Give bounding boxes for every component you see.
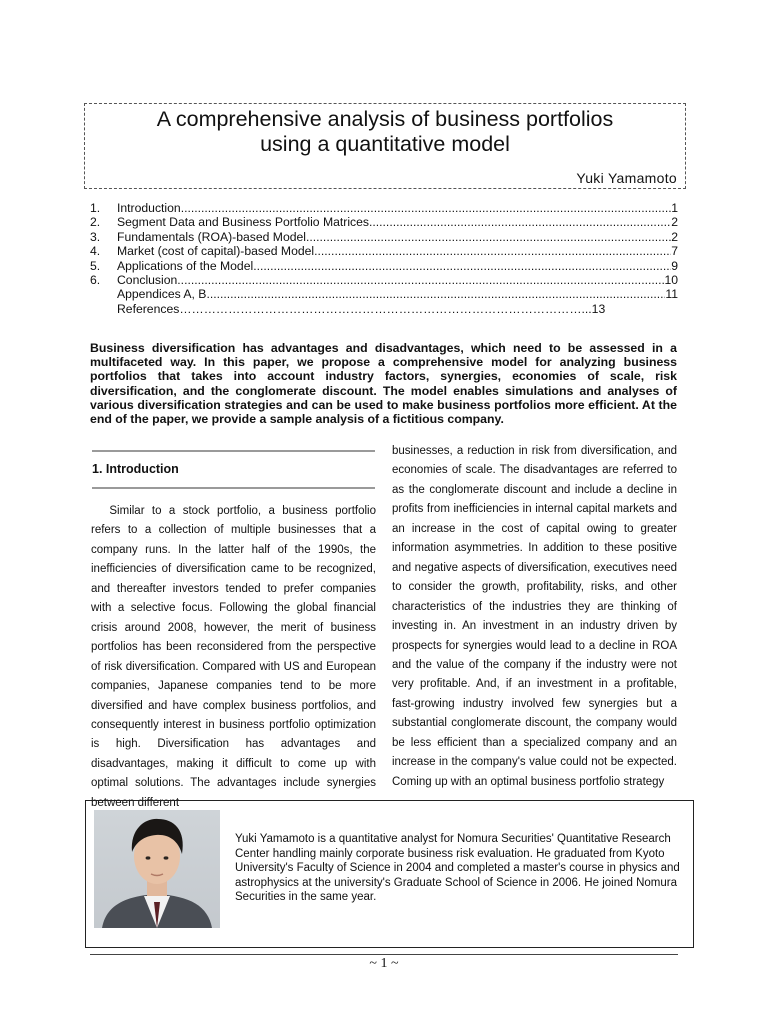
- section-heading: 1. Introduction: [92, 462, 179, 476]
- toc-entry[interactable]: Appendices A, B ..... 11: [90, 287, 678, 301]
- toc-entry[interactable]: 4. Market (cost of capital)-based Model ..... 7: [90, 244, 678, 258]
- section-rule-top: [92, 450, 375, 452]
- toc-entry[interactable]: 5. Applications of the Model ..... 9: [90, 259, 678, 273]
- table-of-contents: [90, 201, 678, 316]
- author-bio-box: [85, 800, 694, 948]
- body-text-right-column: businesses, a reduction in risk from diversification, and economies of scale. The disadvantages are referred to as the conglomerate discount and include a decline in profits from inefficiencies in internal capital markets and an increase in the cost of capital owing to greater information asymmetries. In addition to these positive and negative aspects of diversification, executives need to consider the growth, profitability, risks, and other characteristics of the industries they are thinking of investing in. An investment in an industry driven by prospects for synergies would lead to a decline in ROA and the value of the company if the industry were not very profitable. And, if an investment in a profitable, fast-growing industry involved few synergies but a substantial conglomerate discount, the company would be less efficient than a specialized company and an increase in the company's value could not be expected. Coming up with an optimal business portfolio strategy: [392, 445, 677, 788]
- page-number: ~ 1 ~: [369, 956, 399, 971]
- section-rule-bottom: [92, 487, 375, 489]
- author-photo: [94, 810, 220, 928]
- footer-rule: [90, 954, 678, 955]
- toc-entry[interactable]: 6. Conclusion ..... 10: [90, 273, 678, 287]
- toc-entry[interactable]: 3. Fundamentals (ROA)-based Model ..... 2: [90, 230, 678, 244]
- paper-title: [85, 107, 685, 157]
- title-line-1: A comprehensive analysis of business portfolios: [156, 107, 614, 131]
- author-name: Yuki Yamamoto: [576, 170, 677, 186]
- abstract: Business diversification has advantages and disadvantages, which need to be assessed in a multifaceted way. In this paper, we propose a comprehensive model for analyzing business portfolios that takes into account industry factors, synergies, economies of scale, risk diversification, and the conglomerate discount. The model enables simulations and analyses of various diversification strategies and can be used to make business portfolios more efficient. At the end of the paper, we provide a sample analysis of a fictitious company.: [90, 341, 677, 427]
- body-text-left-column: Similar to a stock portfolio, a business portfolio refers to a collection of multiple businesses that a company runs. In the latter half of the 1990s, the inefficiencies of diversification came to be recognized, and thereafter investors tended to prefer companies with a selective focus. Following the global financial crisis around 2008, however, the merit of business portfolios has been reconsidered from the perspective of risk diversification. Compared with US and European companies, Japanese companies tend to be more diversified and have complex business portfolios, and consequently interest in business portfolio optimization is high. Diversification has advantages and disadvantages, making it difficult to come up with optimal solutions. The advantages include synergies between different: [91, 505, 376, 809]
- author-bio-text: Yuki Yamamoto is a quantitative analyst for Nomura Securities' Quantitative Research Center handling mainly corporate business risk evaluation. He graduated from Kyoto University's Faculty of Science in 2004 and completed a master's course in physics and astrophysics at the university's Graduate School of Science in 2006. He joined Nomura Securities in the same year.: [235, 833, 680, 904]
- title-line-2: using a quantitative model: [260, 132, 510, 156]
- toc-entry[interactable]: 2. Segment Data and Business Portfolio Matrices ..... 2: [90, 215, 678, 229]
- toc-entry[interactable]: References………………………………………………………………………………………... 13: [117, 301, 606, 316]
- toc-entry[interactable]: 1. Introduction ..... 1: [90, 201, 678, 215]
- title-box: [84, 103, 686, 189]
